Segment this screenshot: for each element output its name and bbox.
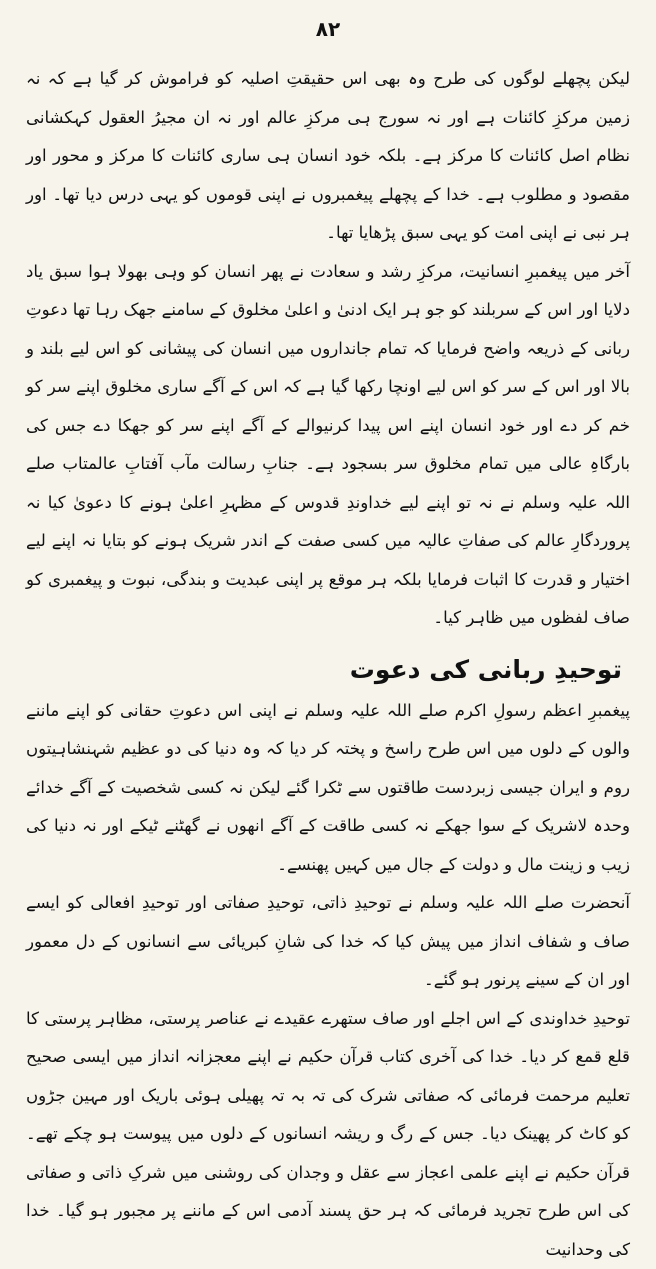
paragraph-2: آخر میں پیغمبرِ انسانیت، مرکزِ رشد و سعادت نے پھر انسان کو وہی بھولا ہوا سبق یاد دلایا اور اس کے سربلند کو جو ہر ایک ادنیٰ و اعلیٰ مخلوق کے سامنے جھک رہا تھا دعوتِ ربانی کے ذریعہ واضح فرمایا کہ تمام جانداروں میں انسان کی پیشانی کو اس لیے بلند و بالا اور اس کے سر کو اس لیے اونچا رکھا گیا ہے کہ اس کے آگے ساری مخلوق اپنے سر کو خم کر دے اور خود انسان اپنے اس پیدا کرنیوالے کے آگے اپنے سر کو جھکا دے جس کی بارگاہِ عالی میں تمام مخلوق سر بسجود ہے۔ جنابِ رسالت مآب آفتابِ عالمتاب صلے اللہ علیہ وسلم نے نہ تو اپنے لیے خداوندِ قدوس کے مظہرِ اعلیٰ ہونے کا دعویٰ کیا نہ پروردگارِ عالم کی صفاتِ عالیہ میں کسی صفت کے اندر شریک ہونے کو بتایا نہ اپنے لیے اختیار و قدرت کا اثبات فرمایا بلکہ ہر موقع پر اپنی عبدیت و بندگی، نبوت و پیغمبری کو صاف لفظوں میں ظاہر کیا۔ — [26, 253, 630, 638]
paragraph-1: لیکن پچھلے لوگوں کی طرح وہ بھی اس حقیقتِ اصلیہ کو فراموش کر گیا ہے کہ نہ زمین مرکزِ کائنات ہے اور نہ سورج ہی مرکزِ عالم اور نہ ان مجیرُ العقول کہکشانی نظام اصل کائنات کا مرکز ہے۔ بلکہ خود انسان ہی ساری کائنات کا مرکز و محور اور مقصود و مطلوب ہے۔ خدا کے پچھلے پیغمبروں نے اپنی قوموں کو یہی درس دیا تھا۔ اور ہر نبی نے اپنی امت کو یہی سبق پڑھایا تھا۔ — [26, 60, 630, 253]
paragraph-4: آنحضرت صلے اللہ علیہ وسلم نے توحیدِ ذاتی، توحیدِ صفاتی اور توحیدِ افعالی کو ایسے صاف و شفاف انداز میں پیش کیا کہ خدا کی شانِ کبریائی سے انسانوں کے دل معمور اور ان کے سینے پرنور ہو گئے۔ — [26, 884, 630, 1000]
page-number: ۸۲ — [26, 14, 630, 44]
paragraph-5: توحیدِ خداوندی کے اس اجلے اور صاف ستھرے عقیدے نے عناصر پرستی، مظاہر پرستی کا قلع قمع کر دیا۔ خدا کی آخری کتاب قرآن حکیم نے اپنے معجزانہ انداز میں ایسی صحیح تعلیم مرحمت فرمائی کہ صفاتی شرک کی تہ بہ تہ پھیلی ہوئی باریک اور مہین جڑوں کو کاٹ کر پھینک دیا۔ جس کے رگ و ریشہ انسانوں کے دلوں میں پیوست ہو چکے تھے۔ قرآن حکیم نے اپنے علمی اعجاز سے عقل و وجدان کی روشنی میں شرکِ ذاتی و صفاتی کی اس طرح تجرید فرمائی کہ ہر حق پسند آدمی اس کے ماننے پر مجبور ہو گیا۔ خدا کی وحدانیت — [26, 1000, 630, 1269]
paragraph-3: پیغمبرِ اعظم رسولِ اکرم صلے اللہ علیہ وسلم نے اپنی اس دعوتِ حقانی کو اپنے ماننے والوں کے دلوں میں اس طرح راسخ و پختہ کر دیا کہ وہ دنیا کی دو عظیم شہنشاہیتوں روم و ایران جیسی زبردست طاقتوں سے ٹکرا گئے لیکن نہ کسی شخصیت کے آگے خدائے وحدہ لاشریک کے سوا جھکے نہ کسی طاقت کے آگے انھوں نے گھٹنے ٹیکے اور نہ دنیا کی زیب و زینت مال و دولت کے جال میں کہیں پھنسے۔ — [26, 692, 630, 885]
section-heading: توحیدِ ربانی کی دعوت — [26, 648, 622, 692]
